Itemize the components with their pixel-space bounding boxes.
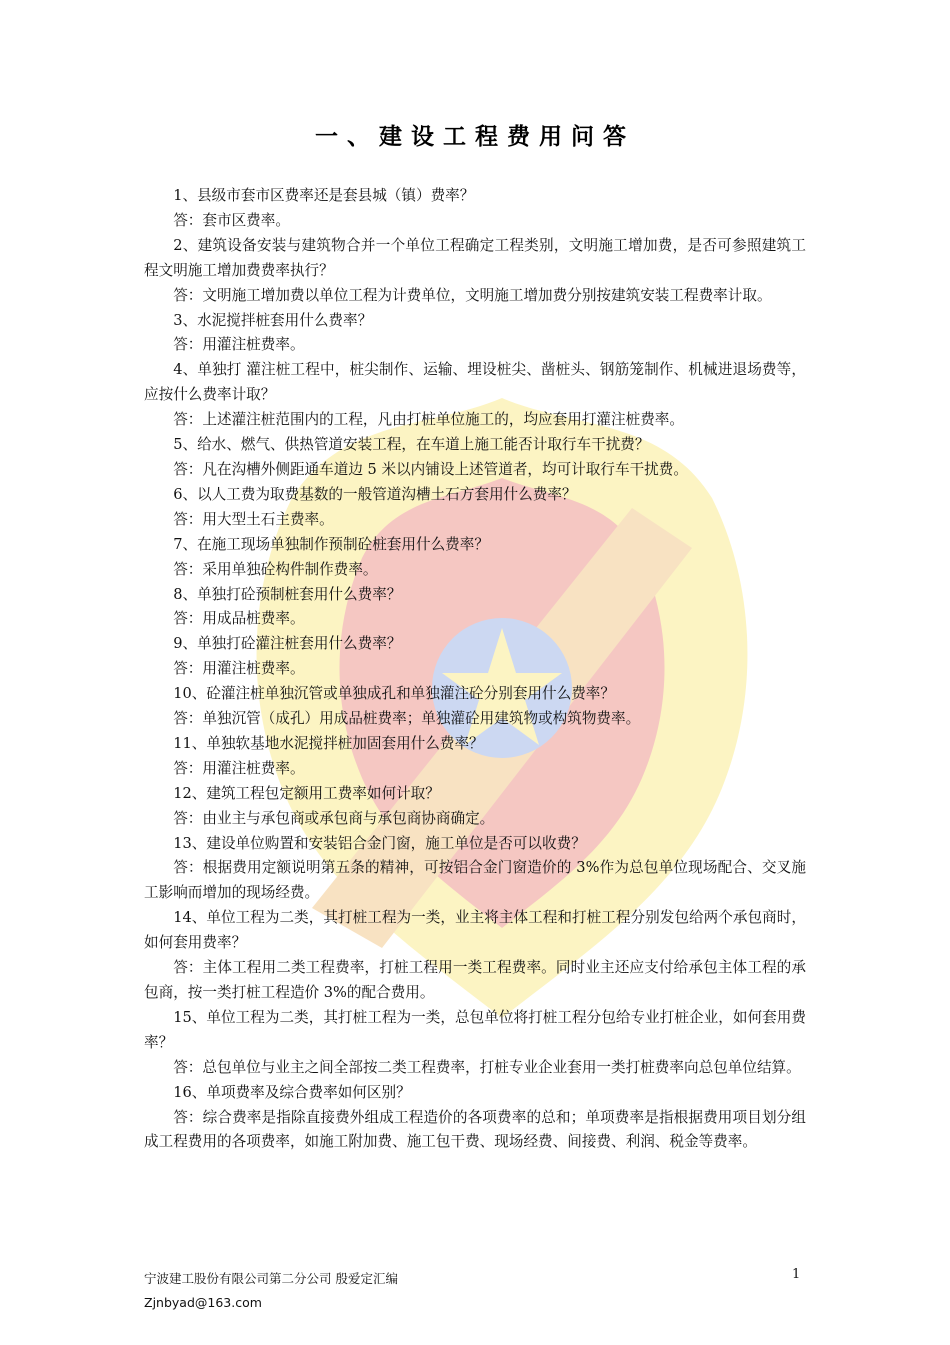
answer-paragraph: 答：用灌注桩费率。 bbox=[173, 759, 305, 777]
answer-paragraph: 答：综合费率是指除直接费外组成工程造价的各项费率的总和；单项费率是指根据费用项目划分组成工程费用的各项费率，如施工附加费、施工包干费、现场经费、间接费、利润、税金等费率。 bbox=[144, 1108, 806, 1151]
question-paragraph: 1、县级市套市区费率还是套县城（镇）费率？ bbox=[173, 187, 475, 204]
answer-paragraph: 答：用大型土石主费率。 bbox=[173, 510, 334, 528]
answer-paragraph: 答：用成品桩费率。 bbox=[173, 610, 305, 628]
question-paragraph: 2、建筑设备安装与建筑物合并一个单位工程确定工程类别，文明施工增加费，是否可参照建筑工程文明施工增加费费率执行？ bbox=[144, 236, 806, 279]
question-paragraph: 9、单独打砼灌注桩套用什么费率？ bbox=[173, 635, 402, 653]
question-paragraph: 11、单独软基地水泥搅拌桩加固套用什么费率？ bbox=[173, 734, 484, 752]
question-paragraph: 16、单项费率及综合费率如何区别？ bbox=[173, 1083, 411, 1101]
question-paragraph: 6、以人工费为取费基数的一般管道沟槽土石方套用什么费率？ bbox=[173, 485, 577, 503]
answer-paragraph: 答：凡在沟槽外侧距通车道边 5 米以内铺设上述管道者，均可计取行车干扰费。 bbox=[173, 460, 688, 478]
answer-paragraph: 答：单独沉管（成孔）用成品桩费率；单独灌砼用建筑物或构筑物费率。 bbox=[173, 710, 641, 728]
answer-paragraph: 答：总包单位与业主之间全部按二类工程费率，打桩专业企业套用一类打桩费率向总包单位结算。 bbox=[173, 1058, 801, 1076]
page-number: 1 bbox=[792, 1267, 801, 1282]
question-paragraph: 5、给水、燃气、供热管道安装工程，在车道上施工能否计取行车干扰费？ bbox=[173, 436, 650, 454]
answer-paragraph: 答：主体工程用二类工程费率，打桩工程用一类工程费率。同时业主还应支付给承包主体工程的承包商，按一类打桩工程造价 3%的配合费用。 bbox=[144, 959, 806, 1001]
answer-paragraph: 答：上述灌注桩范围内的工程，凡由打桩单位施工的，均应套用打灌注桩费率。 bbox=[173, 411, 684, 429]
page-title: 一、建设工程费用问答 bbox=[315, 124, 635, 150]
question-paragraph: 14、单位工程为二类，其打桩工程为一类，业主将主体工程和打桩工程分别发包给两个承包商时，如何套用费率？ bbox=[144, 909, 806, 952]
footer-email: Zjnbyad@163.com bbox=[144, 1295, 262, 1310]
answer-paragraph: 答：用灌注桩费率。 bbox=[173, 660, 305, 678]
question-paragraph: 7、在施工现场单独制作预制砼桩套用什么费率？ bbox=[173, 535, 489, 553]
answer-paragraph: 答：采用单独砼构件制作费率。 bbox=[173, 560, 378, 578]
question-paragraph: 13、建设单位购置和安装铝合金门窗，施工单位是否可以收费？ bbox=[173, 834, 586, 852]
question-paragraph: 4、单独打 灌注桩工程中，桩尖制作、运输、埋设桩尖、凿桩头、钢筋笼制作、机械进退场费等，应按什么费率计取？ bbox=[144, 361, 806, 404]
question-paragraph: 12、建筑工程包定额用工费率如何计取？ bbox=[173, 784, 440, 802]
question-paragraph: 3、水泥搅拌桩套用什么费率？ bbox=[173, 311, 373, 329]
question-paragraph: 8、单独打砼预制桩套用什么费率？ bbox=[173, 585, 402, 603]
answer-paragraph: 答：由业主与承包商或承包商与承包商协商确定。 bbox=[173, 809, 495, 827]
qa-content bbox=[144, 184, 806, 1155]
answer-paragraph: 答：用灌注桩费率。 bbox=[173, 336, 305, 354]
answer-paragraph: 答：文明施工增加费以单位工程为计费单位，文明施工增加费分别按建筑安装工程费率计取。 bbox=[173, 286, 772, 304]
footer-company: 宁波建工股份有限公司第二分公司 殷爱定汇编 bbox=[144, 1271, 398, 1286]
answer-paragraph: 答：套市区费率。 bbox=[173, 211, 290, 229]
question-paragraph: 10、砼灌注桩单独沉管或单独成孔和单独灌注砼分别套用什么费率？ bbox=[173, 685, 615, 703]
question-paragraph: 15、单位工程为二类，其打桩工程为一类，总包单位将打桩工程分包给专业打桩企业，如何套用费率？ bbox=[144, 1008, 806, 1051]
answer-paragraph: 答：根据费用定额说明第五条的精神，可按铝合金门窗造价的 3%作为总包单位现场配合、交叉施工影响而增加的现场经费。 bbox=[144, 859, 806, 902]
